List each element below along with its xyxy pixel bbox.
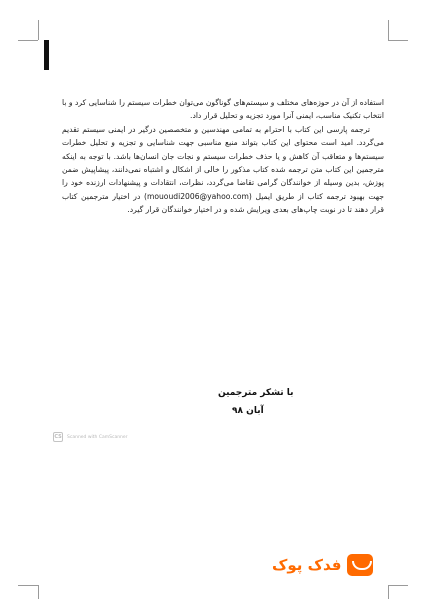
crop-mark-bottom-right-h — [388, 585, 408, 586]
crop-mark-top-left-h — [18, 40, 38, 41]
crop-mark-top-left-v — [38, 20, 39, 40]
brand-logo — [272, 550, 373, 580]
crop-mark-bottom-left-v — [38, 585, 39, 599]
camscanner-watermark — [53, 432, 128, 442]
brand-name: فدک پوک — [272, 556, 342, 574]
paragraph-1: استفاده از آن در حوزه‌های مختلف و سیستم‌های گوناگون می‌توان خطرات سیستم را شناسایی کرد و با انتخاب تکنیک مناسب، ایمنی آنرا مورد تجزیه و تحلیل قرار داد. — [62, 98, 384, 121]
crop-mark-top-right-h — [388, 40, 408, 41]
signature-line-1: با تشکر مترجمین — [218, 388, 294, 398]
scan-edge-bar — [44, 40, 49, 70]
crop-mark-bottom-right-v — [388, 585, 389, 599]
camscanner-logo-icon: CS — [54, 434, 62, 440]
brand-smile-icon — [347, 554, 373, 576]
crop-mark-top-right-v — [388, 20, 389, 40]
camscanner-text: Scanned with CamScanner — [67, 434, 128, 440]
paragraph-2: ترجمه پارسی این کتاب با احترام به تمامی مهندسین و متخصصین درگیر در ایمنی سیستم تقدیم می‌گردد. امید است محتوای این کتاب بتواند منبع مناسبی جهت شناسایی و تجزیه و تحلیل خطرات سیستم‌ها و متعاقب آن کاهش و یا حذف خطرات سیستم و نجات جان انسان‌ها باشد. با توجه به اینکه مترجمین این کتاب متن ترجمه شده کتاب مذکور را خالی از اشکال و اشتباه نمی‌دانند، پیشاپیش ضمن پوزش، بدین وسیله از خوانندگان گرامی تقاضا می‌گردد، نظرات، انتقادات و پیشنهادات ارزنده خود را جهت بهبود ترجمه کتاب از طریق ایمیل (mououdi2006@yahoo.com) در اختیار مترجمین کتاب قرار دهند تا در نوبت چاپ‌های بعدی ویرایش شده و در اختیار خوانندگان قرار گیرد. — [62, 124, 384, 215]
signature-line-2: آبان ۹۸ — [232, 406, 264, 416]
crop-mark-bottom-left-h — [18, 585, 38, 586]
body-text — [62, 96, 384, 217]
